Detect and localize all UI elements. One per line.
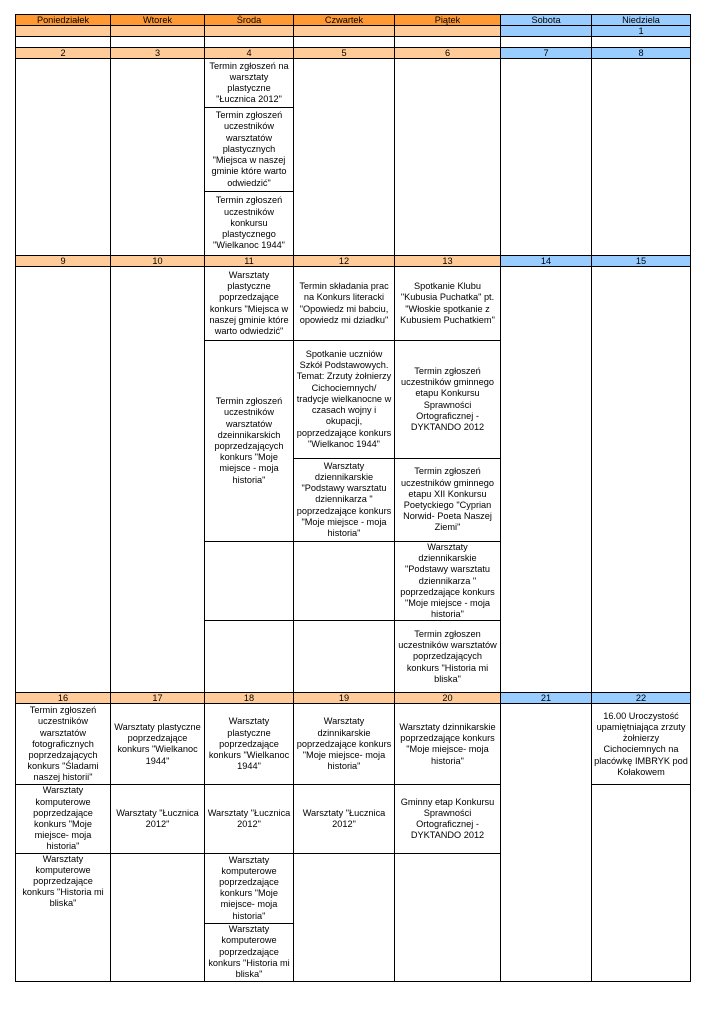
date-cell: 7 bbox=[501, 48, 592, 59]
date-cell bbox=[205, 26, 294, 37]
date-cell bbox=[294, 26, 395, 37]
event-cell: Termin zgłoszeń na warsztaty plastyczne "Łucznica 2012" bbox=[205, 59, 294, 108]
date-cell: 2 bbox=[16, 48, 111, 59]
event-cell bbox=[111, 59, 205, 256]
date-cell: 1 bbox=[592, 26, 691, 37]
event-cell: Termin zgłoszeń uczestników warsztatów plastycznych "Miejsca w naszej gminie które warto odwiedzić" bbox=[205, 108, 294, 192]
event-cell: Warsztaty dziennikarskie "Podstawy warsztatu dziennikarza " poprzedzające konkurs "Moje miejsce - moja historia" bbox=[395, 542, 501, 621]
event-cell bbox=[205, 621, 294, 693]
event-cell bbox=[205, 542, 294, 621]
event-cell bbox=[501, 59, 592, 256]
event-cell bbox=[294, 59, 395, 256]
event-cell bbox=[111, 853, 205, 981]
date-cell: 9 bbox=[16, 256, 111, 267]
event-cell: Warsztaty dzinnikarskie poprzedzające konkurs "Moje miejsce- moja historia" bbox=[395, 704, 501, 785]
event-cell: Warsztaty komputerowe poprzedzające konkurs "Moje miejsce- moja historia" bbox=[205, 853, 294, 923]
date-cell: 13 bbox=[395, 256, 501, 267]
event-cell: Warsztaty komputerowe poprzedzające konkurs "Historia mi bliska" bbox=[16, 853, 111, 981]
event-cell: Warsztaty plastyczne poprzedzające konkurs "Wielkanoc 1944" bbox=[111, 704, 205, 785]
date-cell: 15 bbox=[592, 256, 691, 267]
date-cell bbox=[395, 26, 501, 37]
event-cell: Spotkanie uczniów Szkół Podstawowych. Temat: Zrzuty żołnierzy Cichociemnych/ tradycje wielkanocne w czasach wojny i okupacji, poprzedzające konkurs "Wielkanoc 1944" bbox=[294, 341, 395, 459]
week-3-date-row bbox=[16, 693, 691, 704]
event-cell bbox=[111, 267, 205, 693]
event-cell bbox=[294, 853, 395, 981]
day-header-friday: Piątek bbox=[395, 15, 501, 26]
date-cell: 10 bbox=[111, 256, 205, 267]
day-header-saturday: Sobota bbox=[501, 15, 592, 26]
event-cell bbox=[501, 704, 592, 981]
date-cell: 17 bbox=[111, 693, 205, 704]
date-cell bbox=[501, 26, 592, 37]
date-cell: 14 bbox=[501, 256, 592, 267]
date-cell: 20 bbox=[395, 693, 501, 704]
day-header-row bbox=[16, 15, 691, 26]
week-0-events-row bbox=[16, 37, 691, 48]
event-cell: Warsztaty "Łucznica 2012" bbox=[111, 785, 205, 853]
date-cell: 18 bbox=[205, 693, 294, 704]
date-cell: 11 bbox=[205, 256, 294, 267]
week-2-row-a bbox=[16, 267, 691, 341]
event-cell: Warsztaty plastyczne poprzedzające konkurs "Wielkanoc 1944" bbox=[205, 704, 294, 785]
week-0-date-row bbox=[16, 26, 691, 37]
day-header-thursday: Czwartek bbox=[294, 15, 395, 26]
week-3-row-a bbox=[16, 704, 691, 785]
date-cell: 12 bbox=[294, 256, 395, 267]
event-cell bbox=[294, 37, 395, 48]
date-cell: 5 bbox=[294, 48, 395, 59]
event-cell: Warsztaty "Łucznica 2012" bbox=[294, 785, 395, 853]
event-cell: Warsztaty plastyczne poprzedzające konkurs "Miejsca w naszej gminie które warto odwiedzić" bbox=[205, 267, 294, 341]
day-header-sunday: Niedziela bbox=[592, 15, 691, 26]
date-cell: 19 bbox=[294, 693, 395, 704]
event-cell bbox=[16, 59, 111, 256]
event-cell bbox=[501, 267, 592, 693]
event-cell: Termin zgłoszeń uczestników gminnego etapu XII Konkursu Poetyckiego "Cyprian Norwid- Poeta Naszej Ziemi" bbox=[395, 459, 501, 542]
date-cell: 6 bbox=[395, 48, 501, 59]
date-cell: 21 bbox=[501, 693, 592, 704]
event-cell bbox=[395, 853, 501, 981]
event-cell: Warsztaty dzinnikarskie poprzedzające konkurs "Moje miejsce- moja historia" bbox=[294, 704, 395, 785]
event-cell bbox=[111, 37, 205, 48]
event-cell bbox=[205, 37, 294, 48]
event-cell: Termin zgłoszen uczestników warsztatów poprzedzających konkurs "Historia mi bliska" bbox=[395, 621, 501, 693]
date-cell bbox=[16, 26, 111, 37]
event-cell: Termin składania prac na Konkurs literacki "Opowiedz mi babciu, opowiedz mi dziadku" bbox=[294, 267, 395, 341]
week-1-date-row bbox=[16, 48, 691, 59]
event-cell: Termin zgłoszeń uczestników warsztatów fotograficznych poprzedzających konkurs "Śladami naszej historii" bbox=[16, 704, 111, 785]
event-cell: Spotkanie Klubu "Kubusia Puchatka" pt. "Włoskie spotkanie z Kubusiem Puchatkiem" bbox=[395, 267, 501, 341]
date-cell: 4 bbox=[205, 48, 294, 59]
date-cell: 3 bbox=[111, 48, 205, 59]
day-header-tuesday: Wtorek bbox=[111, 15, 205, 26]
event-cell bbox=[501, 37, 592, 48]
event-cell bbox=[16, 37, 111, 48]
event-cell: Termin zgłoszeń uczestników warsztatów dzeinnikarskich poprzedzających konkurs "Moje miejsce - moja historia" bbox=[205, 341, 294, 542]
event-cell bbox=[592, 59, 691, 256]
event-cell bbox=[592, 37, 691, 48]
day-header-monday: Poniedziałek bbox=[16, 15, 111, 26]
date-cell: 22 bbox=[592, 693, 691, 704]
event-cell: Warsztaty dziennikarskie "Podstawy warsztatu dziennikarza " poprzedzające konkurs "Moje miejsce - moja historia" bbox=[294, 459, 395, 542]
week-1-row-a bbox=[16, 59, 691, 108]
event-cell: Warsztaty "Łucznica 2012" bbox=[205, 785, 294, 853]
event-cell bbox=[16, 267, 111, 693]
event-cell bbox=[592, 267, 691, 693]
event-cell bbox=[294, 542, 395, 621]
event-cell: Gminny etap Konkursu Sprawności Ortograficznej - DYKTANDO 2012 bbox=[395, 785, 501, 853]
date-cell: 8 bbox=[592, 48, 691, 59]
event-cell: Warsztaty komputerowe poprzedzające konkurs "Moje miejsce- moja historia" bbox=[16, 785, 111, 853]
event-cell: Termin zgłoszeń uczestników konkursu plastycznego "Wielkanoc 1944" bbox=[205, 192, 294, 256]
day-header-wednesday: Środa bbox=[205, 15, 294, 26]
date-cell: 16 bbox=[16, 693, 111, 704]
event-cell: Termin zgłoszeń uczestników gminnego etapu Konkursu Sprawności Ortograficznej - DYKTANDO 2012 bbox=[395, 341, 501, 459]
event-cell bbox=[395, 37, 501, 48]
event-cell: 16.00 Uroczystość upamiętniająca zrzuty żołnierzy Cichociemnych na placówkę IMBRYK pod Kołakowem bbox=[592, 704, 691, 785]
week-2-date-row bbox=[16, 256, 691, 267]
event-cell bbox=[294, 621, 395, 693]
date-cell bbox=[111, 26, 205, 37]
event-cell bbox=[592, 785, 691, 981]
event-cell bbox=[395, 59, 501, 256]
calendar-table bbox=[15, 14, 691, 982]
event-cell: Warsztaty komputerowe poprzedzające konkurs "Historia mi bliska" bbox=[205, 923, 294, 981]
